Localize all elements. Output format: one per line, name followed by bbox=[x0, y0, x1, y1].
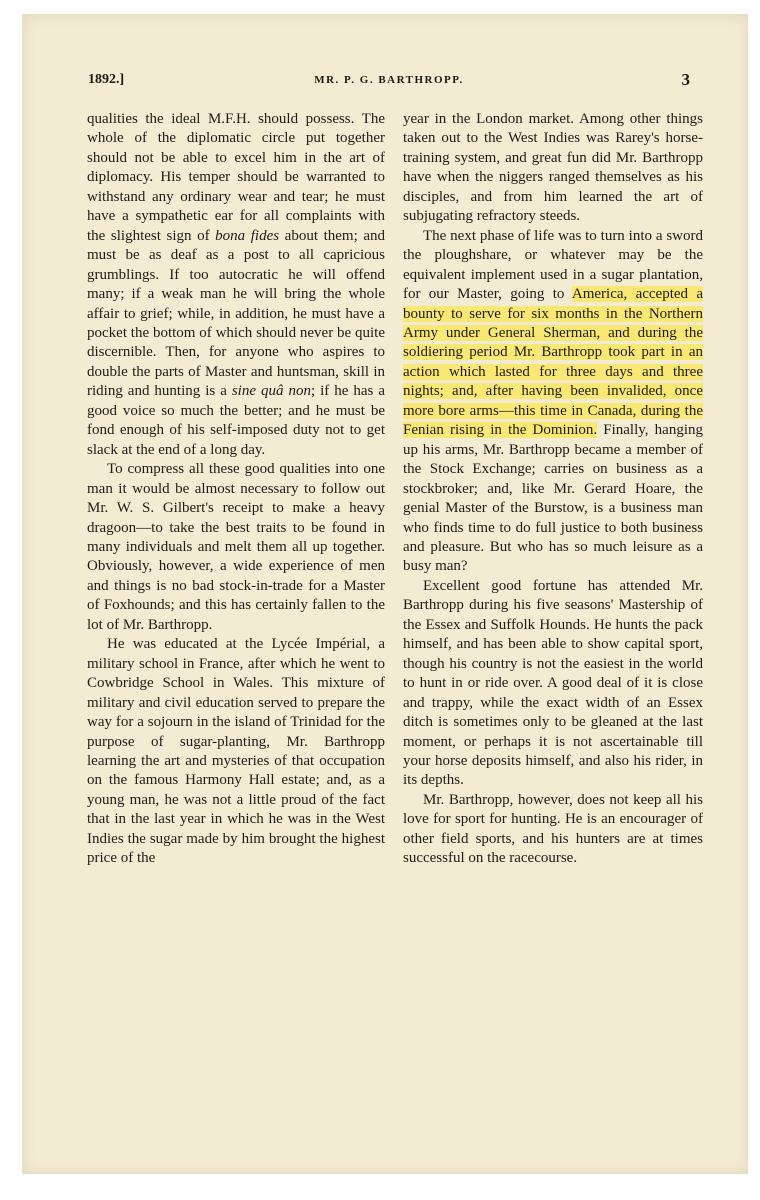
italic-phrase: sine quâ non bbox=[231, 383, 311, 400]
running-header bbox=[88, 72, 690, 94]
paragraph: qualities the ideal M.F.H. should possess. The whole of the diplomatic circle put together should not be able to excel him in the art of diplomacy. His temper should be warranted to withstand any ordinary wear and tear; he must have a sympathetic ear for all complaints with the slightest sign of bona fides about them; and must be as deaf as a post to all capricious grumblings. If too autocratic he will offend many; if a weak man he will bring the whole affair to grief; while, in addition, he must have a pocket the bottom of which should never be quite discernible. Then, for anyone who aspires to double the parts of Master and huntsman, skill in riding and hunting is a sine quâ non; if he has a good voice so much the better; and he must be fond enough of his self-imposed duty not to get slack at the end of a long day. bbox=[87, 111, 385, 458]
page-number: 3 bbox=[681, 70, 690, 89]
highlighted-passage: America, accepted a bounty to serve for six months in the Northern Army under General Sherman, and during the soldiering period Mr. Barthropp took part in an action which lasted for three days and three nights; and, after having been invalided, once more bore arms—this time in Canada, during the Fenian rising in the Dominion. bbox=[403, 286, 704, 439]
paragraph: year in the London market. Among other things taken out to the West Indies was Rarey's horse-training system, and great fun did Mr. Barthropp have when the niggers ranged themselves as his disciples, and from him learned the art of subjugating refractory steeds. bbox=[403, 111, 703, 225]
paragraph: He was educated at the Lycée Impérial, a military school in France, after which he went to Cowbridge School in Wales. This mixture of military and civil education served to prepare the way for a sojourn in the island of Trinidad for the purpose of sugar-planting, Mr. Barthropp learning the art and mysteries of that occupation on the famous Harmony Hall estate; and, as a young man, he was not a little proud of the fact that in the last year in which he was in the West Indies the sugar made by him brought the highest price of the bbox=[87, 636, 385, 867]
header-title: MR. P. G. BARTHROPP. bbox=[314, 74, 464, 86]
paragraph: To compress all these good qualities into one man it would be almost necessary to follow out Mr. W. S. Gilbert's receipt to make a heavy dragoon—to take the best traits to be found in many individuals and melt them all up together. Obviously, however, a wide experience of men and things is no bad stock-in-trade for a Master of Foxhounds; and this has certainly fallen to the lot of Mr. Barthropp. bbox=[87, 461, 385, 633]
right-column bbox=[403, 110, 703, 869]
header-year: 1892.] bbox=[88, 72, 125, 87]
paragraph: Excellent good fortune has attended Mr. Barthropp during his five seasons' Mastership of the Essex and Suffolk Hounds. He hunts the pack himself, and has been able to show capital sport, though his country is not the easiest in the world to hunt in or ride over. A good deal of it is close and trappy, while the exact width of an Essex ditch is sometimes only to be gleaned at the last moment, or perhaps it is not ascertainable till your horse deposits himself, and also his rider, in its depths. bbox=[403, 577, 703, 789]
paragraph: Mr. Barthropp, however, does not keep all his love for sport for hunting. He is an encourager of other field sports, and his hunters are at times successful on the racecourse. bbox=[403, 791, 703, 867]
italic-phrase: bona fides bbox=[215, 227, 280, 244]
book-page bbox=[22, 14, 748, 1174]
left-column bbox=[87, 110, 385, 869]
paragraph: The next phase of life was to turn into a sword the ploughshare, or whatever may be the equivalent implement used in a sugar plantation, for our Master, going to America, accepted a bounty to serve for six months in the Northern Army under General Sherman, and during the soldiering period Mr. Barthropp took part in an action which lasted for three days and three nights; and, after having been invalided, once more bore arms—this time in Canada, during the Fenian rising in the Dominion. Finally, hanging up his arms, Mr. Barthropp became a member of the Stock Exchange; carries on business as a stockbroker; and, like Mr. Gerard Hoare, the genial Master of the Burstow, is a business man who finds time to do full justice to both business and pleasure. But who has so much leisure as a busy man? bbox=[403, 227, 704, 575]
